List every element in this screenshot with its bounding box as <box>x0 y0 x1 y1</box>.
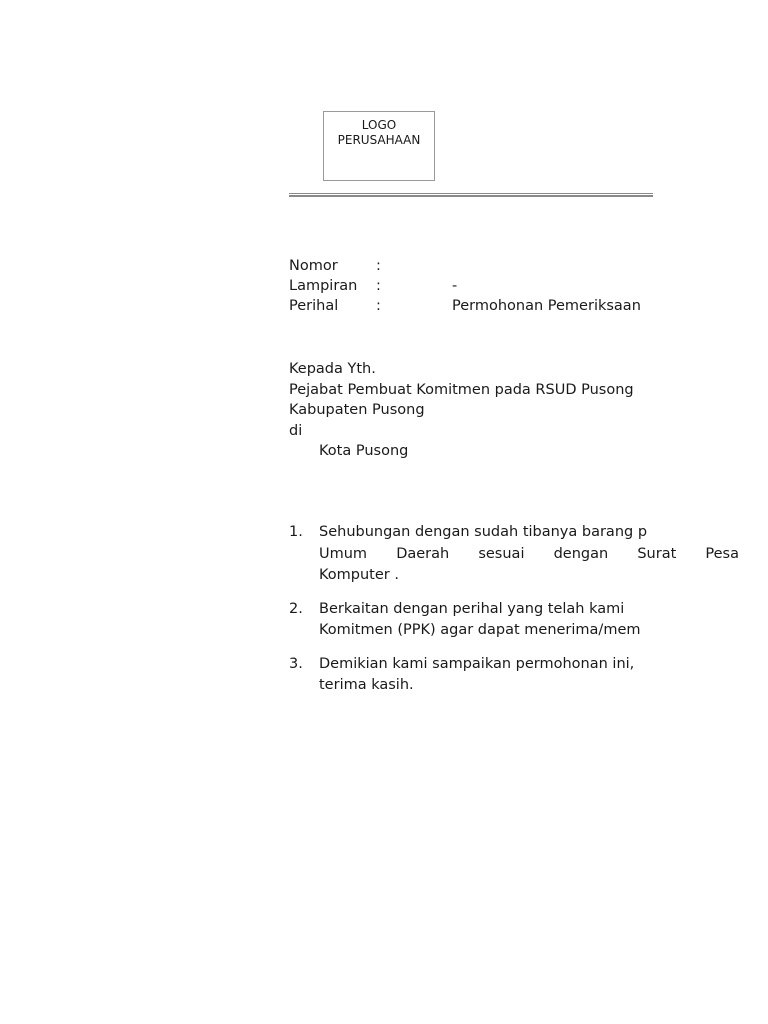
list-item-line: Sehubungan dengan sudah tibanya barang p <box>319 524 648 540</box>
field-value: - <box>452 278 458 294</box>
list-item-number: 2. <box>289 600 303 617</box>
list-item-line: Demikian kami sampaikan permohonan ini, <box>319 655 635 672</box>
recipient-address-block <box>289 359 653 462</box>
field-colon: : <box>376 278 381 294</box>
address-line: di <box>289 422 303 439</box>
address-line: Kota Pusong <box>319 443 409 459</box>
field-nomor <box>289 256 653 276</box>
field-label: Lampiran <box>289 278 358 294</box>
field-colon: : <box>376 298 381 314</box>
field-perihal <box>289 296 653 316</box>
letter-header-fields <box>289 256 653 316</box>
list-item-number: 1. <box>289 524 303 540</box>
company-logo-placeholder <box>323 111 435 181</box>
field-label: Perihal <box>289 298 339 314</box>
list-item <box>289 654 653 697</box>
list-item <box>289 522 739 587</box>
list-item-line: Umum Daerah sesuai dengan Surat Pesa <box>319 545 739 562</box>
list-item <box>289 599 653 642</box>
field-value: Permohonan Pemeriksaan <box>452 298 641 314</box>
field-colon: : <box>376 258 381 274</box>
logo-text-line2: PERUSAHAAN <box>337 133 421 147</box>
field-label: Nomor <box>289 258 338 274</box>
header-double-rule <box>289 193 653 197</box>
letter-body-numbered-list <box>289 522 739 709</box>
address-line: Kabupaten Pusong <box>289 402 425 418</box>
field-lampiran <box>289 276 653 296</box>
letter-document <box>289 0 739 1024</box>
address-line: Pejabat Pembuat Komitmen pada RSUD Pusong <box>289 381 634 398</box>
address-line: Kepada Yth. <box>289 361 376 377</box>
logo-text-line1: LOGO <box>361 118 397 132</box>
list-item-line: Komputer . <box>319 567 399 583</box>
list-item-line: terima kasih. <box>319 677 414 693</box>
list-item-line: Berkaitan dengan perihal yang telah kami <box>319 600 625 617</box>
list-item-line: Komitmen (PPK) agar dapat menerima/mem <box>319 622 641 638</box>
list-item-number: 3. <box>289 655 303 672</box>
